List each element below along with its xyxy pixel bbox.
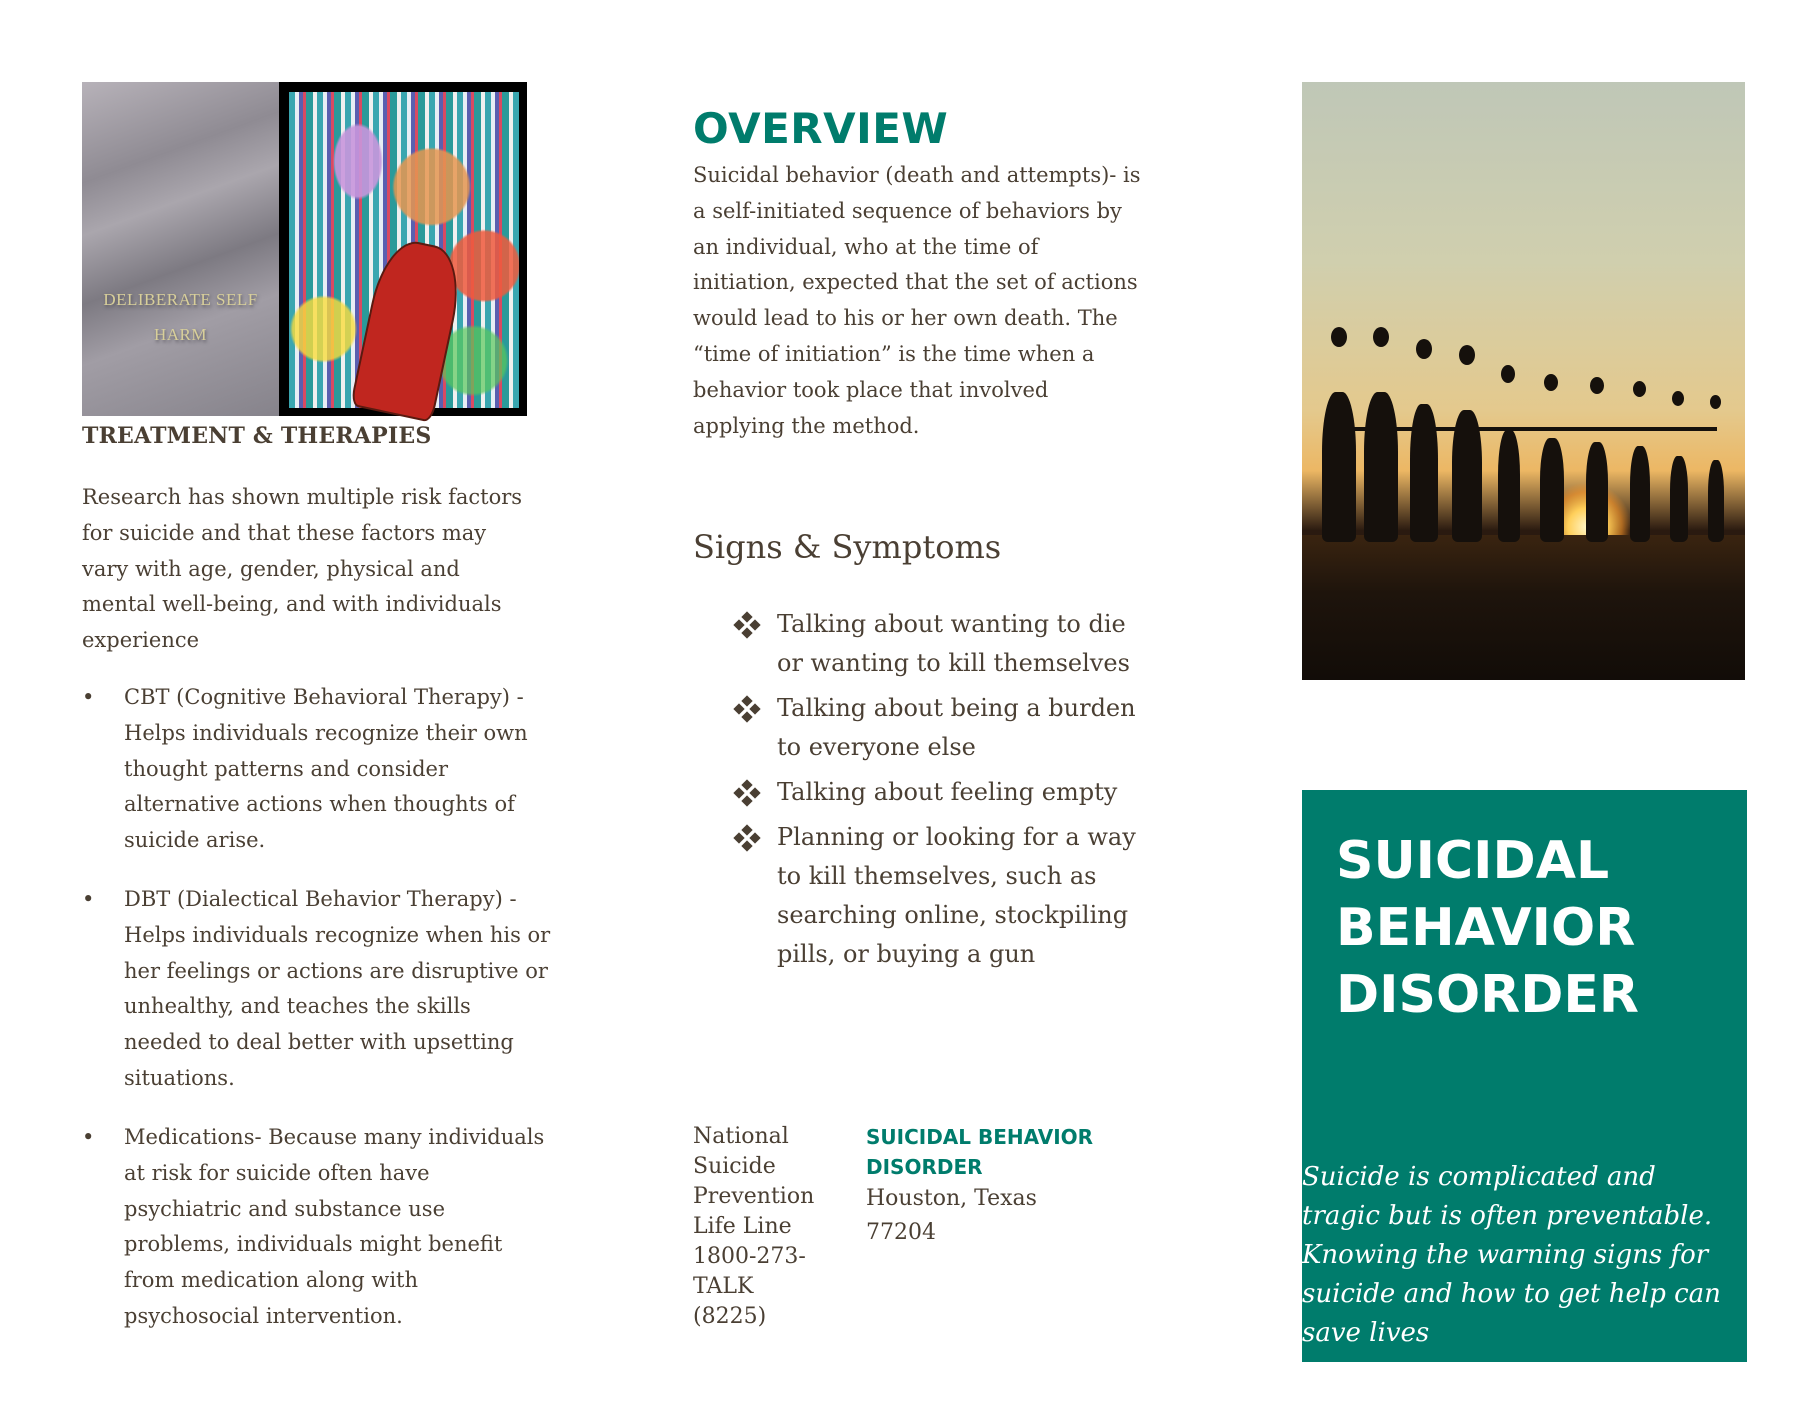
- person-silhouette: [1708, 460, 1724, 542]
- sign-item: [735, 689, 1155, 767]
- therapy-list-3: [82, 1120, 552, 1335]
- sign-item: [735, 773, 1155, 812]
- bullet-icon: •: [82, 685, 95, 709]
- sign-item: [735, 605, 1155, 683]
- hotline-phone: TALK: [693, 1274, 754, 1299]
- people-silhouettes: [1322, 327, 1732, 542]
- person-silhouette: [1670, 456, 1688, 542]
- hotline-line: Life Line: [693, 1214, 792, 1239]
- person-head: [1544, 374, 1558, 391]
- hotline-line: National: [693, 1124, 789, 1149]
- person-head: [1373, 327, 1389, 347]
- hotline-phone: (8225): [693, 1304, 767, 1329]
- therapy-list: [82, 680, 552, 859]
- overview-text: Suicidal behavior (death and attempts)- is a self-initiated sequence of behaviors by an individual, who at the time of initiation, expected that the set of actions would lead to his or her own death. The “time of initiation” is the time when a behavior took place that involved applying the method.: [693, 163, 1141, 438]
- four-diamond-icon: [735, 826, 759, 850]
- cover-title-line: BEHAVIOR: [1336, 898, 1636, 958]
- person-silhouette: [1586, 442, 1608, 542]
- artwork-canvas: [289, 92, 519, 408]
- person-head: [1459, 345, 1475, 365]
- address-zip: 77204: [866, 1220, 936, 1245]
- overview-title: OVERVIEW: [693, 104, 949, 153]
- treatment-intro: Research has shown multiple risk factors for suicide and that these factors may vary with age, gender, physical and mental well-being, and with individuals experience: [82, 485, 523, 653]
- signs-list: [735, 605, 1155, 980]
- cover-title: [1336, 828, 1639, 1029]
- cover-quote: Suicide is complicated and tragic but is often preventable. Knowing the warning signs for suicide and how to get help can save lives: [1302, 1162, 1721, 1348]
- sunset-silhouette-photo: [1302, 82, 1745, 680]
- hotline-info: [693, 1122, 843, 1332]
- person-silhouette: [1452, 410, 1482, 542]
- cover-panel: [1302, 790, 1747, 1362]
- therapy-text: CBT (Cognitive Behavioral Therapy) - Helps individuals recognize their own thought patterns and consider alternative actions when thoughts of suicide arise.: [124, 685, 528, 853]
- image-caption-line1: DELIBERATE SELF: [103, 290, 258, 309]
- sign-text: Talking about being a burden to everyone else: [777, 694, 1136, 761]
- org-name-line1: SUICIDAL BEHAVIOR: [866, 1125, 1094, 1149]
- person-head: [1416, 339, 1432, 359]
- person-silhouette: [1540, 438, 1564, 542]
- cover-title-line: SUICIDAL: [1336, 831, 1610, 891]
- person-silhouette: [1498, 430, 1520, 542]
- person-head: [1633, 381, 1646, 397]
- therapy-text: Medications- Because many individuals at risk for suicide often have psychiatric and substance use problems, individuals might benefit from medication along with psychosocial intervention.: [124, 1125, 545, 1328]
- person-silhouette: [1410, 404, 1438, 542]
- gray-title-card: [82, 82, 279, 416]
- org-name-line2: DISORDER: [866, 1155, 983, 1179]
- hotline-line: Prevention: [693, 1184, 815, 1209]
- person-head: [1501, 365, 1515, 383]
- person-silhouette: [1630, 446, 1650, 542]
- sign-text: Talking about feeling empty: [777, 778, 1118, 806]
- address-city: Houston, Texas: [866, 1186, 1037, 1211]
- four-diamond-icon: [735, 781, 759, 805]
- therapy-text: DBT (Dialectical Behavior Therapy) - Helps individuals recognize when his or her feelings or actions are disruptive or unhealthy, and teaches the skills needed to deal better with upsetting situations.: [124, 887, 551, 1090]
- hotline-line: Suicide: [693, 1154, 776, 1179]
- therapy-item-cbt: [82, 680, 552, 859]
- treatment-heading: TREATMENT & THERAPIES: [82, 423, 432, 449]
- therapy-item-dbt: [82, 882, 552, 1097]
- person-silhouette: [1364, 392, 1398, 542]
- sign-text: Planning or looking for a way to kill themselves, such as searching online, stockpiling pills, or buying a gun: [777, 823, 1136, 968]
- red-hand-graphic: [350, 235, 468, 423]
- bullet-icon: •: [82, 887, 95, 911]
- person-head: [1590, 377, 1604, 394]
- cover-title-line: DISORDER: [1336, 965, 1639, 1025]
- therapy-item-medications: [82, 1120, 552, 1335]
- sign-item: [735, 818, 1155, 974]
- sign-text: Talking about wanting to die or wanting to kill themselves: [777, 610, 1130, 677]
- therapy-list-2: [82, 882, 552, 1097]
- four-diamond-icon: [735, 613, 759, 637]
- ground-graphic: [1302, 535, 1745, 680]
- deliberate-self-harm-image: [82, 82, 527, 416]
- organization-address: [866, 1122, 1166, 1250]
- person-head: [1672, 391, 1684, 406]
- hotline-phone: 1800-273-: [693, 1244, 806, 1269]
- bullet-icon: •: [82, 1125, 95, 1149]
- collage-artwork: [279, 82, 527, 416]
- image-caption-line2: HARM: [153, 325, 207, 344]
- person-head: [1710, 395, 1721, 409]
- signs-title: Signs & Symptoms: [693, 528, 1002, 566]
- four-diamond-icon: [735, 697, 759, 721]
- image-caption: [82, 282, 279, 352]
- person-silhouette: [1322, 392, 1356, 542]
- person-head: [1331, 327, 1347, 347]
